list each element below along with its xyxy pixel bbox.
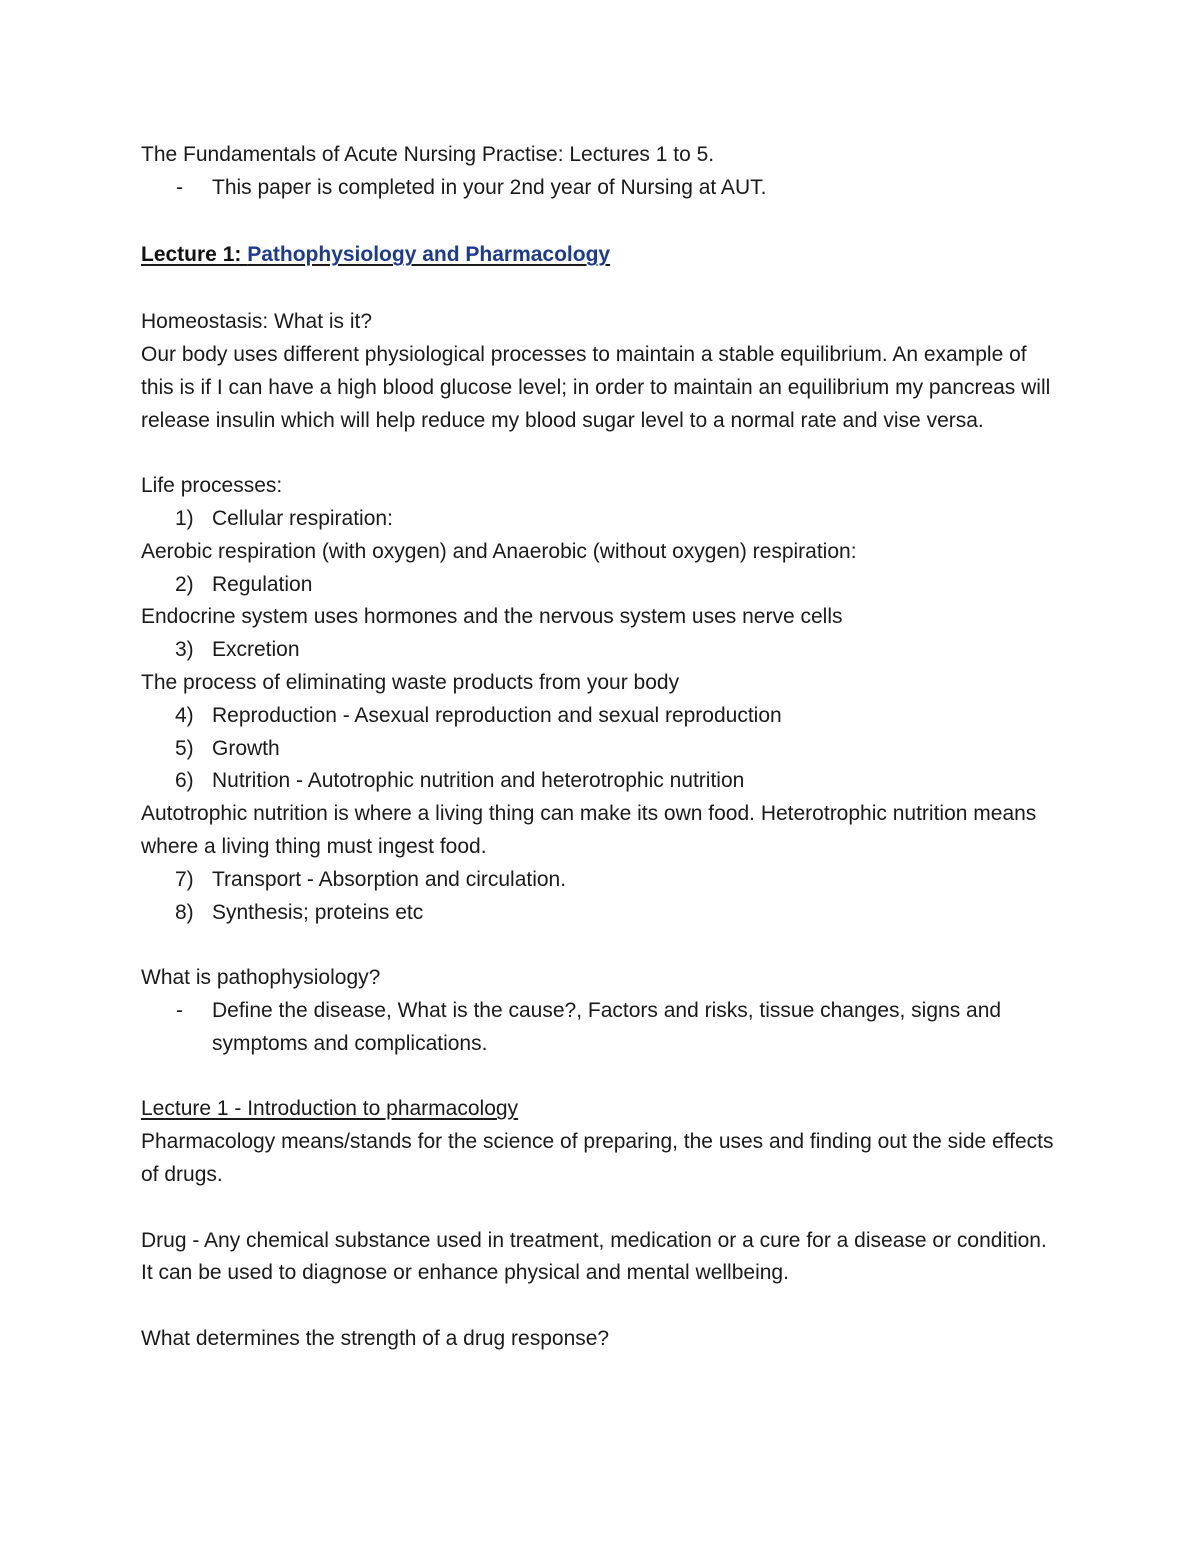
list-item-note: The process of eliminating waste products from your body — [141, 670, 680, 694]
list-number: 7) — [175, 867, 194, 891]
list-item-text: Excretion — [212, 638, 300, 662]
list-item-text: Transport - Absorption and circulation. — [212, 867, 567, 891]
list-number: 2) — [175, 572, 194, 596]
lecture-1-heading-prefix: Lecture 1: — [141, 243, 248, 267]
list-item-text: Regulation — [212, 572, 313, 596]
list-item-note: Autotrophic nutrition is where a living thing can make its own food. Heterotrophic nutrition means where a living thing must ingest food. — [141, 802, 1037, 858]
list-item — [141, 733, 1061, 766]
list-item-text: Growth — [212, 736, 280, 760]
spacer — [141, 929, 1061, 962]
list-number: 3) — [175, 638, 194, 662]
spacer — [141, 1061, 1061, 1094]
list-item — [141, 765, 1061, 798]
pathophysiology-question: What is pathophysiology? — [141, 966, 381, 990]
life-processes-heading: Life processes: — [141, 474, 283, 498]
pathophysiology-bullet — [141, 995, 1061, 1061]
list-item — [141, 569, 1061, 602]
spacer — [141, 205, 1061, 238]
list-item-text: Nutrition - Autotrophic nutrition and heterotrophic nutrition — [212, 769, 745, 793]
document-page — [141, 139, 1061, 1356]
intro-bullet-text: This paper is completed in your 2nd year of Nursing at AUT. — [212, 175, 767, 199]
lecture-1-heading — [141, 237, 1061, 273]
dash-marker: - — [176, 998, 183, 1022]
list-item — [141, 634, 1061, 667]
spacer — [141, 1290, 1061, 1323]
list-item-note: Endocrine system uses hormones and the nervous system uses nerve cells — [141, 605, 843, 629]
list-number: 5) — [175, 736, 194, 760]
dash-marker: - — [176, 175, 183, 199]
intro-bullet — [141, 172, 1061, 205]
drug-response-question: What determines the strength of a drug response? — [141, 1326, 610, 1350]
pharmacology-heading: Lecture 1 - Introduction to pharmacology — [141, 1097, 519, 1121]
spacer — [141, 437, 1061, 470]
spacer — [141, 273, 1061, 306]
list-item-text: Cellular respiration: — [212, 506, 393, 530]
pharmacology-definition: Pharmacology means/stands for the science of preparing, the uses and finding out the side effects of drugs. — [141, 1130, 1054, 1186]
list-item-note: Aerobic respiration (with oxygen) and Anaerobic (without oxygen) respiration: — [141, 539, 857, 563]
drug-definition: Drug - Any chemical substance used in treatment, medication or a cure for a disease or condition. It can be used to diagnose or enhance physical and mental wellbeing. — [141, 1228, 1047, 1285]
list-number: 4) — [175, 703, 194, 727]
homeostasis-body: Our body uses different physiological processes to maintain a stable equilibrium. An example of this is if I can have a high blood glucose level; in order to maintain an equilibrium my pancreas will release insulin which will help reduce my blood sugar level to a normal rate and vise versa. — [141, 342, 1051, 432]
homeostasis-question: Homeostasis: What is it? — [141, 310, 373, 334]
lecture-1-heading-title: Pathophysiology and Pharmacology — [247, 243, 611, 267]
list-item-text: Synthesis; proteins etc — [212, 900, 424, 924]
list-item — [141, 700, 1061, 733]
list-item — [141, 897, 1061, 930]
list-item-text: Reproduction - Asexual reproduction and sexual reproduction — [212, 703, 782, 727]
list-number: 6) — [175, 769, 194, 793]
list-number: 1) — [175, 506, 194, 530]
list-item — [141, 503, 1061, 536]
list-number: 8) — [175, 900, 194, 924]
spacer — [141, 1192, 1061, 1225]
document-title: The Fundamentals of Acute Nursing Practise: Lectures 1 to 5. — [141, 143, 715, 166]
list-item — [141, 864, 1061, 897]
pathophysiology-bullet-text: Define the disease, What is the cause?, Factors and risks, tissue changes, signs and symptoms and complications. — [212, 998, 1002, 1055]
